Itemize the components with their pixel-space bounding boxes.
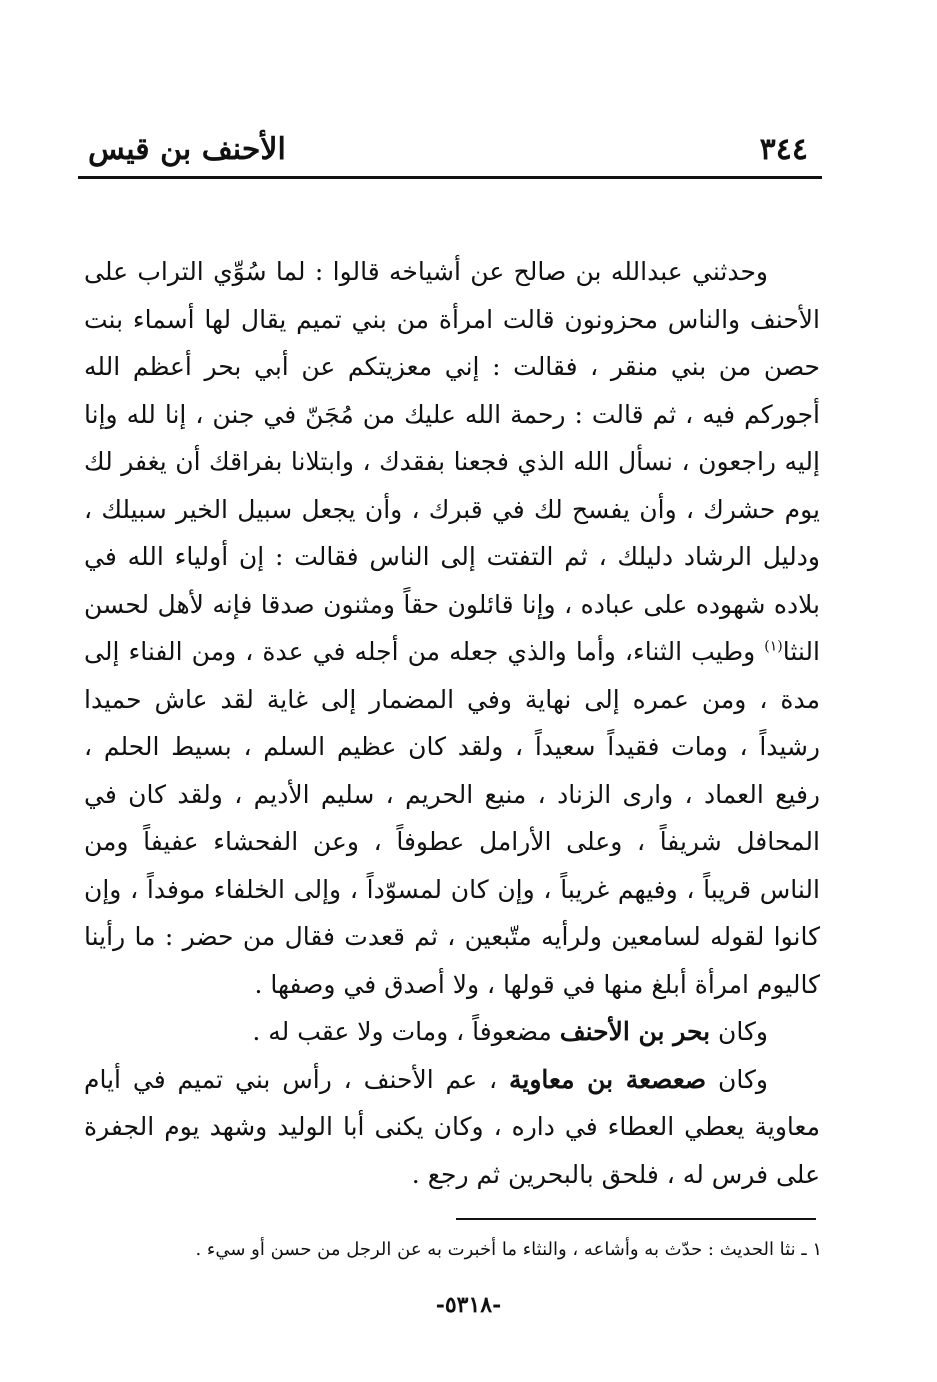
sasaa-rest: ، عم الأحنف ، رأس بني تميم في أيام معاوية يعطي العطاء في داره ، وكان يكنى أبا الوليد وشهد يوم الجفرة على فرس له ، فلحق بالبحرين ثم رجع . xyxy=(84,1064,820,1189)
bahr-intro: وكان xyxy=(710,1017,768,1046)
sasaa-name: صعصعة بن معاوية xyxy=(508,1064,707,1094)
header-rule xyxy=(78,176,822,179)
footnote: ١ ـ نثا الحديث : حدّث به وأشاعه ، والنثاء ما أخبرت به عن الرجل من حسن أو سيء . xyxy=(195,1239,822,1260)
footnote-rule xyxy=(456,1218,816,1220)
paragraph-bahr xyxy=(84,1008,820,1056)
paragraph-lament xyxy=(84,248,820,1008)
running-title: الأحنف بن قيس xyxy=(88,132,286,167)
lament-text-continued: وطيب الثناء، وأما والذي جعله من أجله في عدة ، ومن الفناء إلى مدة ، ومن عمره إلى نهاية وفي المضمار إلى غاية لقد عاش حميدا رشيداً ، ومات فقيداً سعيداً ، ولقد كان عظيم السلم ، بسيط الحلم ، رفيع العماد ، وارى الزناد ، منيع الحريم ، سليم الأديم ، ولقد كان في المحافل شريفاً ، وعلى الأرامل عطوفاً ، وعن الفحشاء عفيفاً ومن الناس قريباً ، وفيهم غريباً ، وإن كان لمسوّداً ، وإلى الخلفاء موفداً ، وإن كانوا لقوله لسامعين ولرأيه متّبعين ، ثم قعدت فقال من حضر : ما رأينا كاليوم امرأة أبلغ منها في قولها ، ولا أصدق في وصفها . xyxy=(84,637,820,999)
footnote-reference: (١) xyxy=(764,638,783,655)
main-text xyxy=(84,248,820,1198)
page-header xyxy=(72,128,824,176)
sasaa-intro: وكان xyxy=(706,1064,768,1094)
page-number: ٣٤٤ xyxy=(759,132,808,167)
paragraph-sasaa xyxy=(84,1056,820,1199)
bahr-name: بحر بن الأحنف xyxy=(559,1017,711,1046)
folio-number: -٥٣١٨- xyxy=(435,1292,502,1318)
lament-text: وحدثني عبدالله بن صالح عن أشياخه قالوا : لما سُوِّي التراب على الأحنف والناس محزونون قالت امرأة من بني تميم يقال لها أسماء بنت حصن من بني منقر ، فقالت : إني معزيتكم عن أبي بحر أعظم الله أجوركم فيه ، ثم قالت : رحمة الله عليك من مُجَنّ في جنن ، إنا لله وإنا إليه راجعون ، نسأل الله الذي فجعنا بفقدك ، وابتلانا بفراقك أن يغفر لك يوم حشرك ، وأن يفسح لك في قبرك ، وأن يجعل سبيل الخير سبيلك ، ودليل الرشاد دليلك ، ثم التفتت إلى الناس فقالت : إن أولياء الله في بلاده شهوده على عباده ، وإنا قائلون حقاً ومثنون صدقا فإنه لأهل لحسن النثا xyxy=(84,257,820,666)
bahr-rest: مضعوفاً ، ومات ولا عقب له . xyxy=(252,1017,560,1046)
